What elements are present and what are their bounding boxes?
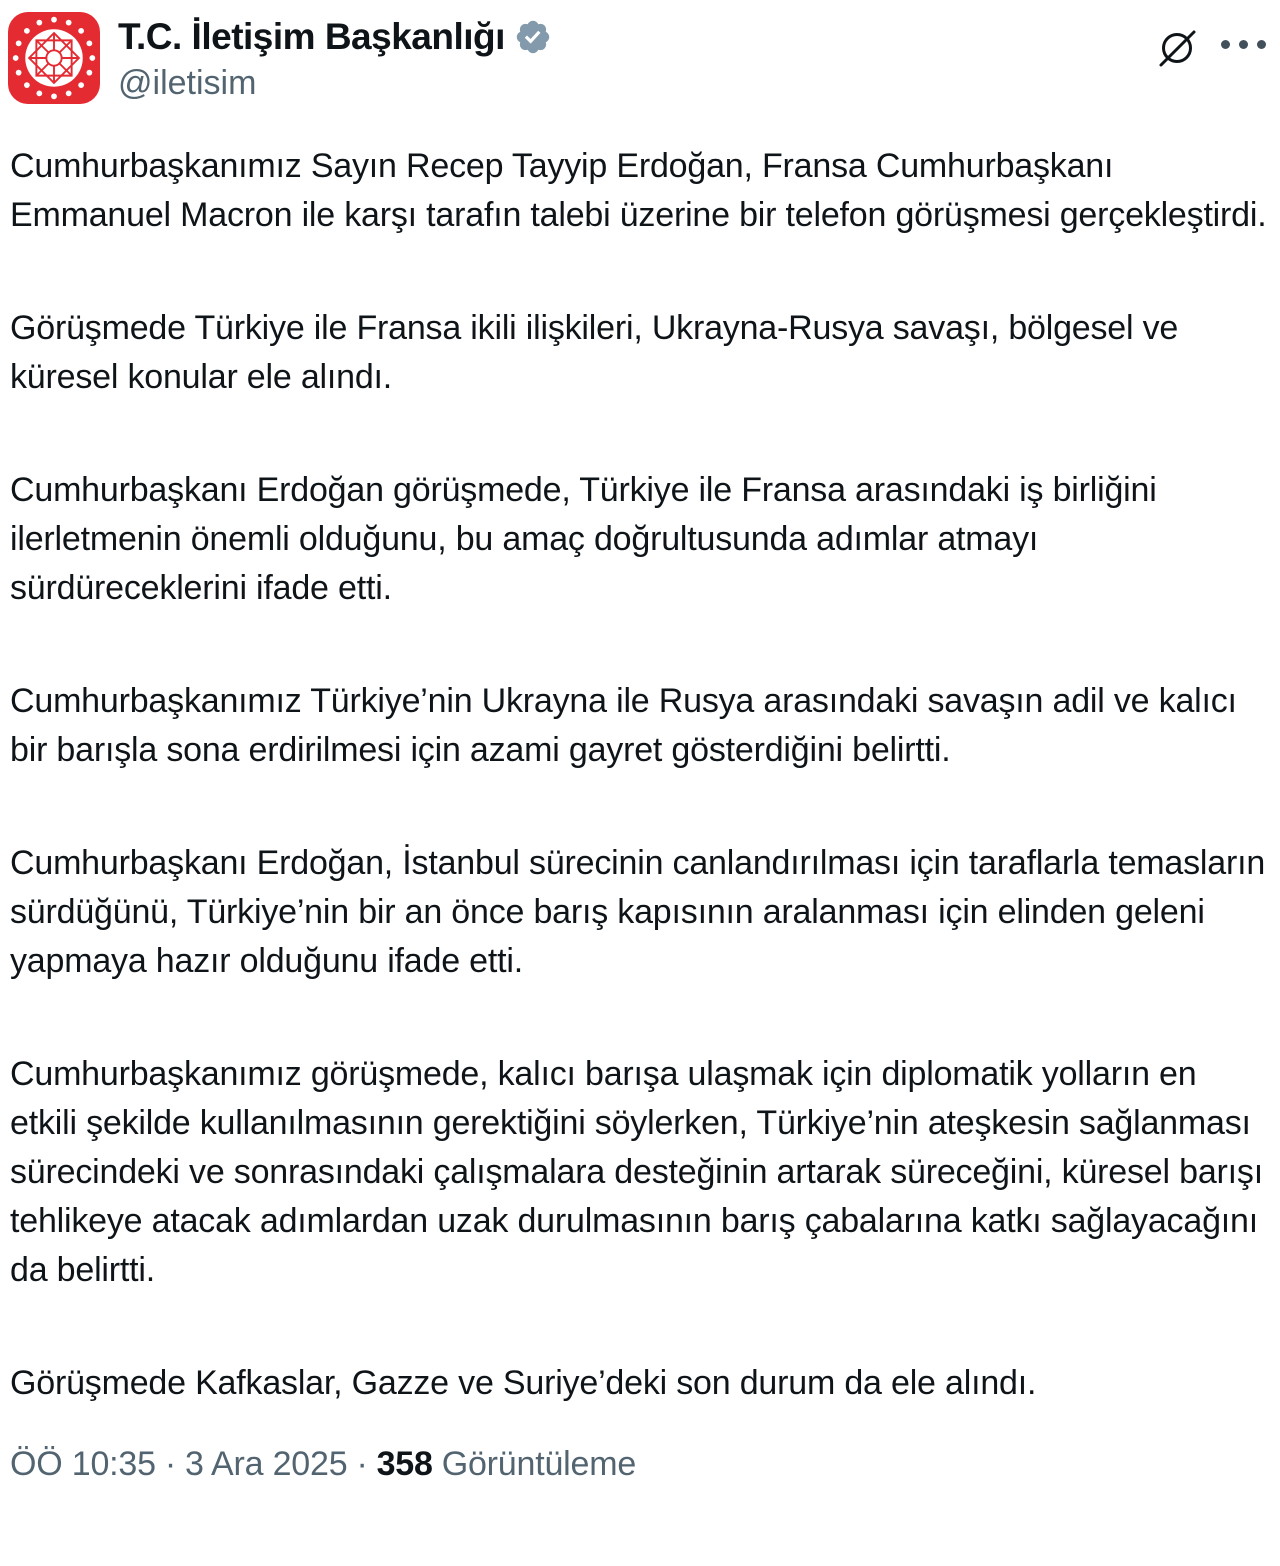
meta-separator: · [164, 1445, 176, 1483]
tweet-header [8, 12, 1272, 104]
grok-circle-slash-icon [1153, 24, 1199, 70]
tweet-paragraph: Görüşmede Türkiye ile Fransa ikili ilişkileri, Ukrayna-Rusya savaşı, bölgesel ve küresel konular ele alındı. [10, 309, 1179, 396]
tweet-text [8, 142, 1272, 1408]
post-actions [1153, 12, 1272, 73]
tweet-paragraph: Görüşmede Kafkaslar, Gazze ve Suriye’deki son durum da ele alındı. [10, 1364, 1037, 1402]
account-handle[interactable]: @iletisim [118, 63, 257, 102]
views-count: 358 [376, 1445, 433, 1483]
iletisim-baskanligi-logo-icon [8, 12, 100, 104]
meta-separator: · [356, 1445, 368, 1483]
post-time: ÖÖ 10:35 [10, 1445, 156, 1483]
avatar[interactable] [8, 12, 100, 104]
tweet-paragraph: Cumhurbaşkanı Erdoğan görüşmede, Türkiye ile Fransa arasındaki iş birliğini ilerletmenin önemli olduğunu, bu amaç doğrultusunda adımlar atmayı sürdüreceklerini ifade etti. [10, 471, 1157, 607]
post-date: 3 Ara 2025 [184, 1445, 348, 1483]
views-label: Görüntüleme [441, 1445, 637, 1483]
ellipsis-dot-icon [1221, 40, 1230, 49]
account-identity [118, 12, 552, 103]
tweet-paragraph: Cumhurbaşkanımız görüşmede, kalıcı barışa ulaşmak için diplomatik yolların en etkili şekilde kullanılmasının gerektiğini söylerken, Türkiye’nin ateşkesin sağlanması sürecindeki ve sonrasındaki çalışmalara desteğinin artarak süreceğini, küresel barışı tehlikeye atacak adımlardan uzak durulmasının barış çabalarına katkı sağlayacağını da belirtti. [10, 1055, 1263, 1289]
account-display-name[interactable]: T.C. İletişim Başkanlığı [118, 16, 505, 57]
tweet-paragraph: Cumhurbaşkanımız Türkiye’nin Ukrayna ile Rusya arasındaki savaşın adil ve kalıcı bir barışla sona erdirilmesi için azami gayret gösterdiğini belirtti. [10, 682, 1237, 769]
verified-badge-icon [514, 18, 552, 56]
tweet-paragraph: Cumhurbaşkanı Erdoğan, İstanbul sürecinin canlandırılması için taraflarla temasların sürdüğünü, Türkiye’nin bir an önce barış kapısının aralanması için elinden geleni yapmaya hazır olduğunu ifade etti. [10, 844, 1266, 980]
ellipsis-dot-icon [1257, 40, 1266, 49]
account-name-row[interactable] [118, 16, 552, 59]
tweet-paragraph: Cumhurbaşkanımız Sayın Recep Tayyip Erdoğan, Fransa Cumhurbaşkanı Emmanuel Macron ile karşı tarafın talebi üzerine bir telefon görüşmesi gerçekleştirdi. [10, 147, 1267, 234]
ellipsis-dot-icon [1239, 40, 1248, 49]
more-options-button[interactable] [1221, 24, 1266, 49]
grok-button[interactable] [1153, 24, 1199, 73]
tweet-meta-footer [8, 1441, 1272, 1487]
